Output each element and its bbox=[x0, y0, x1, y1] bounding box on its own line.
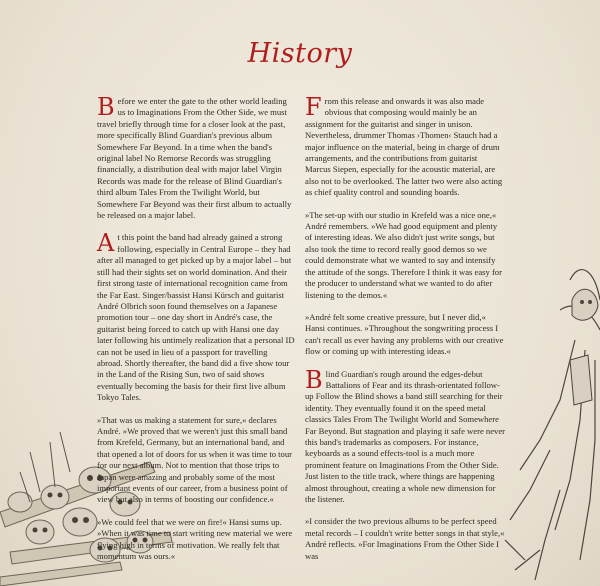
paragraph bbox=[305, 365, 505, 506]
paragraph-text: rom this release and onwards it was also made obvious that composing would mainly be an assignment for the guitarist and singer in unison. Nevertheless, drummer Thomas ›Thomen‹ Stauch had a major influence on the material, being in charge of drum arrangements, and the contributions from guitarist Marcus Siepen, especially for the acoustic material, are also not to be overlooked. The latter two were also acting as chief quality control and sounding boards. bbox=[305, 96, 503, 198]
drop-cap: A bbox=[97, 229, 115, 258]
drop-cap: F bbox=[305, 93, 322, 121]
paragraph-text: t this point the band had already gained a strong following, especially in Central Europe – they had after all managed to get picked up by a major label – but still had their sights set on world domination. And their first strong taste of international recognition came from the Far East. Singer/bassist Hansi Kürsch and guitarist André Olbrich soon found themselves on a Japanese promotion tour – one day short in André's case, the guitarist being forced to catch up with Hansi one day later following his untimely realization that a personal ID can not be used in lieu of a passport for travelling abroad. Shortly thereafter, the band did a five show tour in the Land of the Rising Sun, two of said shows eventually becoming the basis for their first live album Tokyo Tales. bbox=[97, 232, 295, 403]
paragraph-text: »André felt some creative pressure, but I never did,« Hansi continues. »Throughout the songwriting process I can't recall us ever having any problems with our creative flow or coming up with interesting ideas.« bbox=[305, 311, 504, 357]
paragraph bbox=[305, 93, 505, 199]
paragraph-text: »The set-up with our studio in Krefeld was a nice one,« André remembers. »We had good equipment and plenty of interesting ideas. We also didn't just write songs, but also took the time to record really good demos so we could demonstrate what we wanted to say and intensify the attitude of the songs. Therefore I think it was easy for the producer to understand what we wanted to do after listening to the demos.« bbox=[305, 209, 502, 300]
paragraph-text: »I consider the two previous albums to be perfect speed metal records – I couldn't write better songs in that style,« André reflects. »For Imaginations From the Other Side I was bbox=[305, 516, 505, 561]
paragraph-text: »That was us making a statement for sure,« declares André. »We proved that we weren't just this small band from Krefeld, Germany, but an international band, and that opened a lot of doors for us when it was time to tour for our next album. Not to mention that those trips to Japan were amazing and probably some of the most important events of our career, from a business point of view but also in terms of boosting our confidence.« bbox=[97, 414, 292, 505]
left-column bbox=[97, 93, 295, 573]
right-column bbox=[305, 93, 505, 573]
page-title: History bbox=[247, 38, 353, 69]
paragraph-text: lind Guardian's rough around the edges-debut Battalions of Fear and its thrash-orientated follow-up Follow the Blind shows a band still searching for their identity. They eventually found it on the speed metal classics Tales From The Twilight World and Somewhere Far Beyond. But stagnation and playing it safe were never this band's trademarks as composers. For instance, keyboards as a sound effects-tool is a much more prominent feature on Imaginations From the Other Side. Just listen to the title track, where things are happening almost throughout, creating a whole new dimension for the listener. bbox=[305, 368, 505, 504]
paragraph bbox=[305, 210, 505, 301]
drop-cap: B bbox=[305, 365, 323, 394]
paragraph bbox=[97, 229, 295, 403]
paragraph-text: »We could feel that we were on fire!« Hansi sums up. »When it was time to start writing new material we were flying high in terms of motivation. We really felt that momentum was ours.« bbox=[97, 516, 293, 562]
paragraph bbox=[97, 415, 295, 506]
drop-cap: B bbox=[97, 93, 115, 121]
paragraph bbox=[305, 516, 505, 562]
creature-illustration bbox=[500, 240, 600, 586]
paragraph bbox=[305, 312, 505, 358]
paragraph bbox=[97, 517, 295, 563]
paragraph-text: efore we enter the gate to the other world leading us to Imaginations From the Other Side, we must travel briefly through time for a closer look at the past, more specifically Blind Guardian's previous album Somewhere Far Beyond. In a time when the band's original label No Remorse Records was struggling financially, a distribution deal with major label Virgin Records was made for the release of Blind Guardian's third album Tales From the Twilight World, but Somewhere Far Beyond was their first album to actually be released on a major label. bbox=[97, 96, 292, 221]
paragraph bbox=[97, 93, 295, 221]
